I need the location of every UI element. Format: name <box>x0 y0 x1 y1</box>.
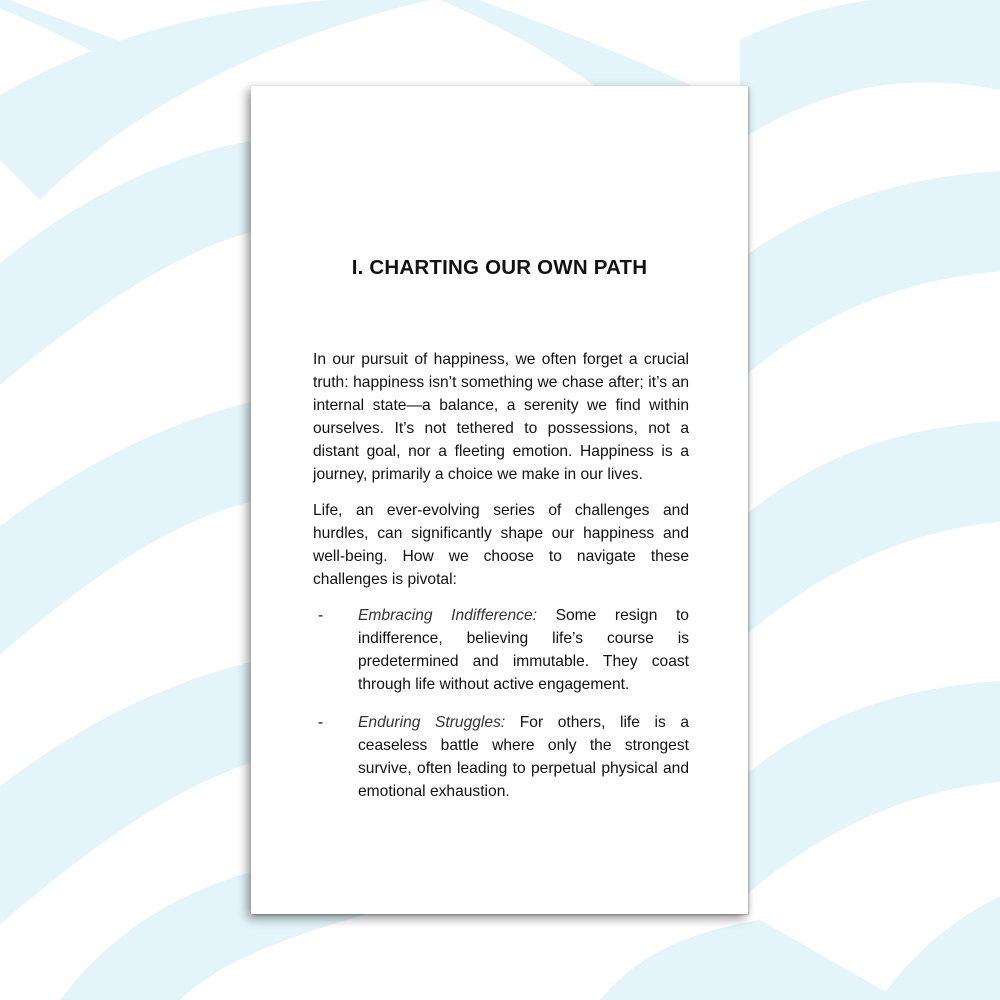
paragraph-2: Life, an ever-evolving series of challenges and hurdles, can significantly shape our happiness and well-being. How we choose to navigate these challenges is pivotal: <box>313 502 689 588</box>
chapter-body <box>313 348 689 818</box>
paragraph-1: In our pursuit of happiness, we often forget a crucial truth: happiness isn’t something we chase after; it’s an internal state—a balance, a serenity we find within ourselves. It’s not tethered to possessions, not a distant goal, nor a fleeting emotion. Happiness is a journey, primarily a choice we make in our lives. <box>313 351 689 483</box>
list-item-text: For others, life is a ceaseless battle where only the strongest survive, often leading to perpetual physical and emotional exhaustion. <box>358 714 689 800</box>
book-page <box>251 86 748 914</box>
list-bullet: - <box>318 607 324 624</box>
list-item-label: Embracing Indifference: <box>358 607 556 624</box>
chapter-title: I. CHARTING OUR OWN PATH <box>351 256 648 279</box>
list-item-label: Enduring Struggles: <box>358 714 520 731</box>
list-item <box>313 711 689 803</box>
challenge-list <box>313 604 689 803</box>
list-item-text: Some resign to indifference, believing life’s course is predetermined and immutable. They coast through life without active engagement. <box>358 607 689 693</box>
list-bullet: - <box>318 714 324 731</box>
list-item <box>313 604 689 696</box>
